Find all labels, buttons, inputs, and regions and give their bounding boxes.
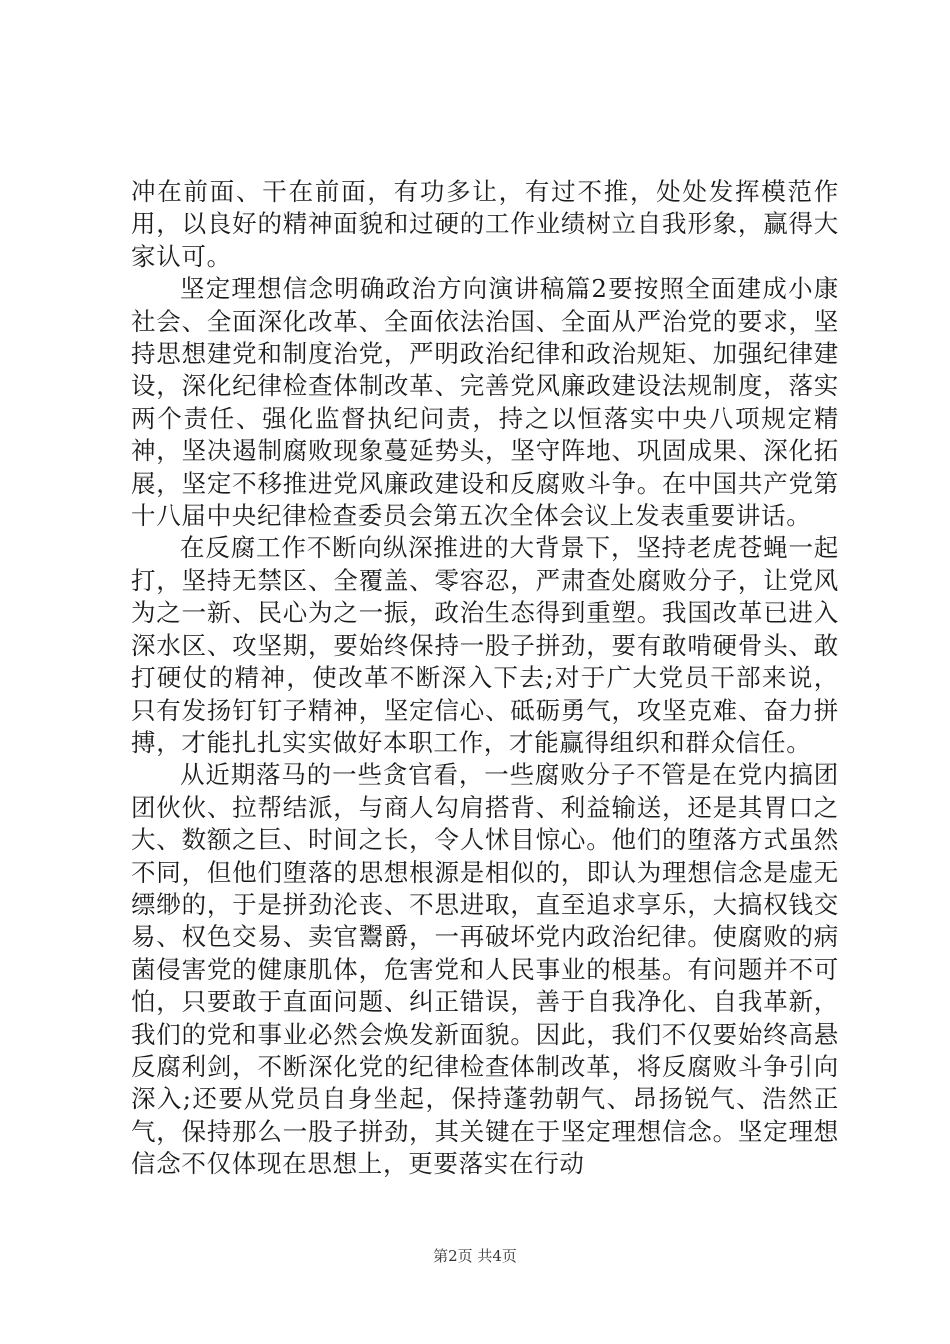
page-number: 第2页 共4页 xyxy=(433,1247,517,1265)
paragraph-2: 坚定理想信念明确政治方向演讲稿篇2要按照全面建成小康社会、全面深化改革、全面依法治国、全面从严治党的要求，坚持思想建党和制度治党，严明政治纪律和政治规矩、加强纪律建设，深化纪律检查体制改革、完善党风廉政建设法规制度，落实两个责任、强化监督执纪问责，持之以恒落实中央八项规定精神，坚决遏制腐败现象蔓延势头，坚守阵地、巩固成果、深化拓展，坚定不移推进党风廉政建设和反腐败斗争。在中国共产党第十八届中央纪律检查委员会第五次全体会议上发表重要讲话。 xyxy=(131,274,839,531)
page-footer xyxy=(0,1245,950,1266)
paragraph-1: 冲在前面、干在前面，有功多让，有过不推，处处发挥模范作用，以良好的精神面貌和过硬的工作业绩树立自我形象，赢得大家认可。 xyxy=(131,177,839,271)
paragraph-4: 从近期落马的一些贪官看，一些腐败分子不管是在党内搞团团伙伙、拉帮结派，与商人勾肩搭背、利益输送，还是其胃口之大、数额之巨、时间之长，令人怵目惊心。他们的堕落方式虽然不同，但他们堕落的思想根源是相似的，即认为理想信念是虚无缥缈的，于是拼劲沦丧、不思进取，直至追求享乐，大搞权钱交易、权色交易、卖官鬻爵，一再破坏党内政治纪律。使腐败的病菌侵害党的健康肌体，危害党和人民事业的根基。有问题并不可怕，只要敢于直面问题、纠正错误，善于自我净化、自我革新，我们的党和事业必然会焕发新面貌。因此，我们不仅要始终高悬反腐利剑，不断深化党的纪律检查体制改革，将反腐败斗争引向深入;还要从党员自身坐起，保持蓬勃朝气、昂扬锐气、浩然正气，保持那么一股子拼劲，其关键在于坚定理想信念。坚定理想信念不仅体现在思想上，更要落实在行动 xyxy=(131,760,839,1179)
paragraph-3: 在反腐工作不断向纵深推进的大背景下，坚持老虎苍蝇一起打，坚持无禁区、全覆盖、零容忍，严肃查处腐败分子，让党风为之一新、民心为之一振，政治生态得到重塑。我国改革已进入深水区、攻坚期，要始终保持一股子拼劲，要有敢啃硬骨头、敢打硬仗的精神，使改革不断深入下去;对于广大党员干部来说，只有发扬钉钉子精神，坚定信心、砥砺勇气，攻坚克难、奋力拼搏，才能扎扎实实做好本职工作，才能赢得组织和群众信任。 xyxy=(131,533,839,757)
body-text xyxy=(131,176,839,1181)
